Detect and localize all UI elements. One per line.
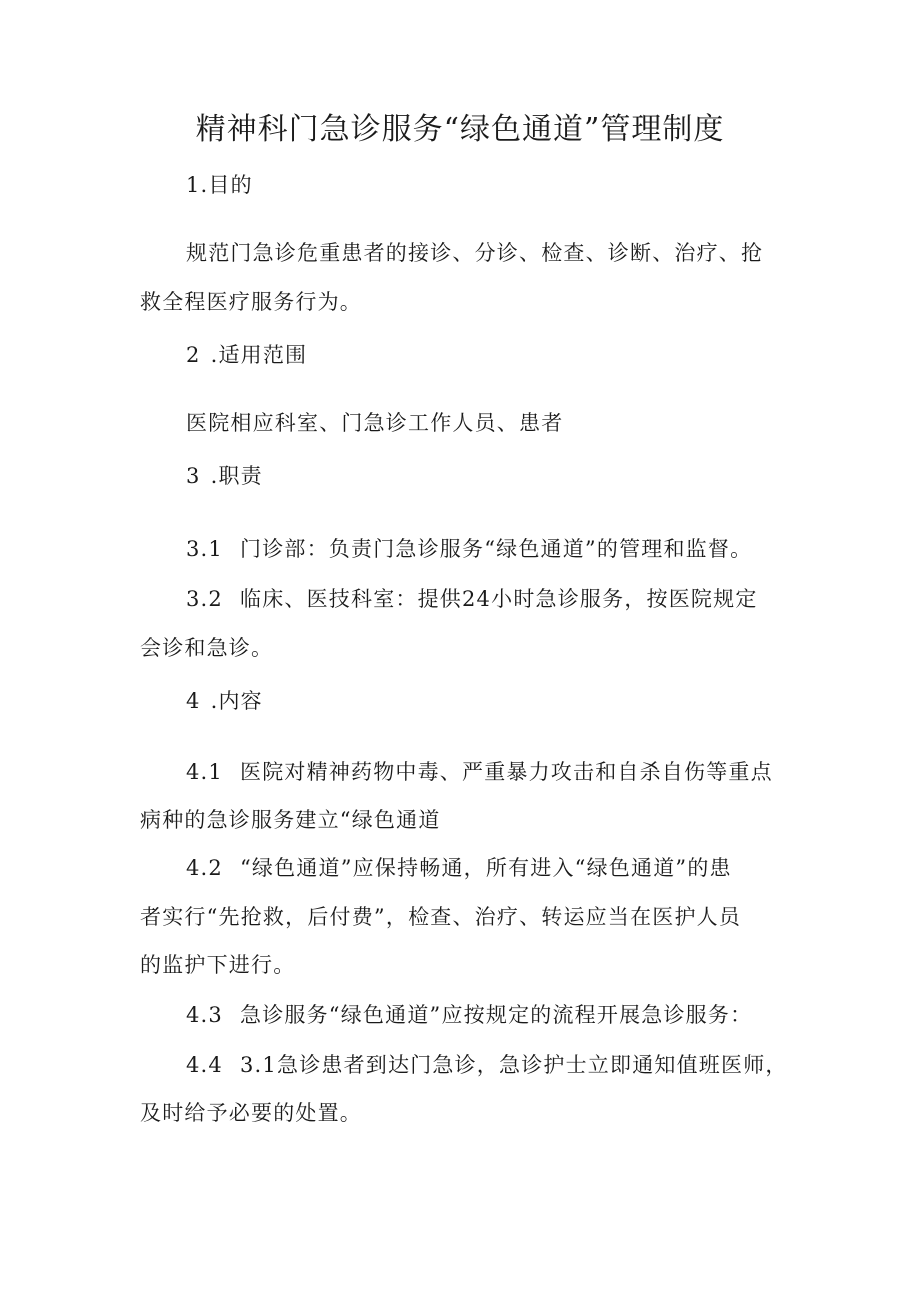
section-2-heading: [186, 340, 307, 370]
section-4-title: .内容: [210, 689, 263, 713]
document-title: 精神科门急诊服务“绿色通道”管理制度: [195, 112, 725, 147]
item-3-1-number: 3.1: [186, 537, 223, 561]
section-2-body: 医院相应科室、门急诊工作人员、患者: [186, 411, 564, 435]
section-4-heading: [186, 686, 263, 716]
item-4-4-text-line-1: 3.1急诊患者到达门急诊，急诊护士立即通知值班医师，: [240, 1053, 788, 1077]
item-4-1: [186, 757, 773, 787]
item-4-2-text-line-3: 的监护下进行。: [140, 953, 296, 977]
section-4-number: 4: [186, 689, 201, 713]
item-4-2-text-line-2: 者实行“先抢救，后付费”，检查、治疗、转运应当在医护人员: [140, 905, 742, 929]
item-3-1: [186, 534, 752, 564]
item-4-3: [186, 1000, 752, 1030]
item-4-2-number: 4.2: [186, 856, 223, 880]
item-4-2: [186, 853, 732, 883]
item-4-1-text-line-1: 医院对精神药物中毒、严重暴力攻击和自杀自伤等重点: [240, 760, 773, 784]
item-3-1-text: 门诊部：负责门急诊服务“绿色通道”的管理和监督。: [240, 537, 753, 561]
section-1-heading: 1.目的: [186, 173, 253, 197]
item-4-3-number: 4.3: [186, 1003, 223, 1027]
item-3-2: [186, 584, 758, 614]
item-4-4-text-line-2: 及时给予必要的处置。: [140, 1101, 362, 1125]
section-1-body-line-2: 救全程医疗服务行为。: [140, 290, 362, 314]
section-1-body-line-1: 规范门急诊危重患者的接诊、分诊、检查、诊断、治疗、抢: [186, 241, 764, 265]
section-2-title: .适用范围: [210, 343, 308, 367]
item-4-3-text: 急诊服务“绿色通道”应按规定的流程开展急诊服务：: [240, 1003, 753, 1027]
item-3-2-text-line-1: 临床、医技科室：提供24小时急诊服务，按医院规定: [240, 587, 758, 611]
item-4-4-number: 4.4: [186, 1053, 223, 1077]
section-3-heading: [186, 461, 263, 491]
section-3-number: 3: [186, 464, 201, 488]
item-4-1-number: 4.1: [186, 760, 223, 784]
item-4-2-text-line-1: “绿色通道”应保持畅通，所有进入“绿色通道”的患: [240, 856, 732, 880]
item-4-1-text-line-2: 病种的急诊服务建立“绿色通道: [140, 808, 441, 832]
section-3-title: .职责: [210, 464, 263, 488]
item-3-2-number: 3.2: [186, 587, 223, 611]
item-4-4: [186, 1050, 788, 1080]
item-3-2-text-line-2: 会诊和急诊。: [140, 636, 274, 660]
section-2-number: 2: [186, 343, 201, 367]
